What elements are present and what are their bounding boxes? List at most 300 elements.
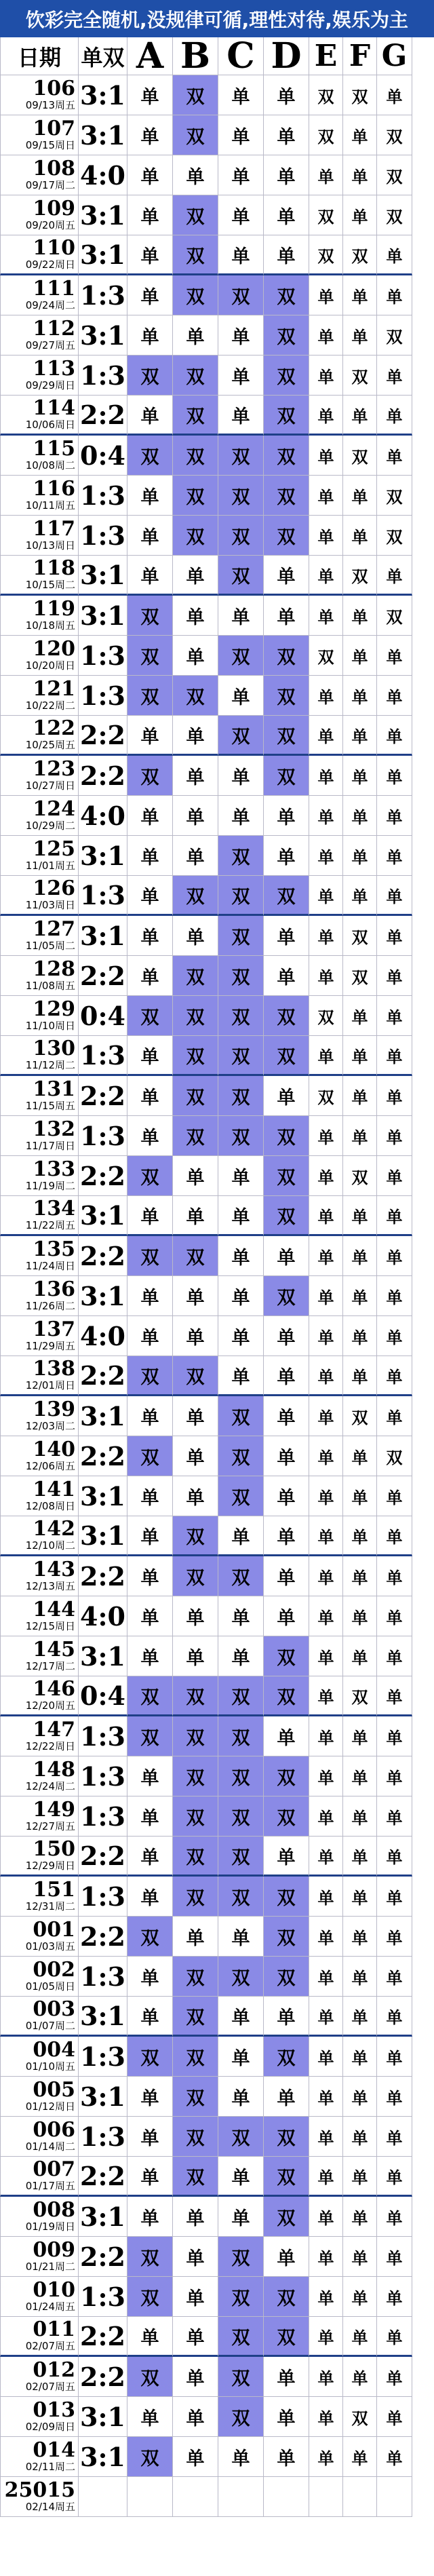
table-row <box>0 2077 434 2117</box>
pick-cell-g <box>377 916 412 956</box>
pick-value: 双 <box>186 206 205 228</box>
period-cell <box>0 355 79 396</box>
table-row <box>0 1076 434 1116</box>
pick-cell-b <box>173 556 218 596</box>
table-row <box>0 235 434 275</box>
pick-value: 双 <box>231 886 250 908</box>
pick-cell-f <box>343 75 377 115</box>
pick-value: 双 <box>277 1647 296 1669</box>
pick-cell-f <box>343 275 377 315</box>
pick-value: 双 <box>277 1807 296 1829</box>
pick-value: 单 <box>386 1968 403 1988</box>
pick-cell-a <box>127 1877 173 1917</box>
period-number: 140 <box>33 1438 75 1461</box>
pick-cell-e <box>309 2197 343 2237</box>
pick-value: 单 <box>140 1206 159 1228</box>
pick-value: 双 <box>231 1447 250 1469</box>
pick-cell-g <box>377 756 412 796</box>
period-date: 10/25周五 <box>25 739 75 751</box>
period-date: 12/13周五 <box>25 1580 75 1592</box>
pick-cell-g <box>377 1877 412 1917</box>
page-banner: 饮彩完全随机,没规律可循,理性对待,娱乐为主 <box>0 0 434 37</box>
pick-value: 双 <box>277 366 296 388</box>
odd-even-ratio: 1:3 <box>79 1716 127 1756</box>
period-date: 10/20周日 <box>25 659 75 672</box>
pick-value: 单 <box>277 1447 296 1469</box>
pick-value: 双 <box>231 726 250 748</box>
pick-value: 单 <box>351 207 368 227</box>
pick-cell-a <box>127 2117 173 2157</box>
pick-value: 单 <box>231 1647 250 1669</box>
odd-even-ratio: 1:3 <box>79 1756 127 1796</box>
pick-value: 单 <box>186 1167 205 1189</box>
pick-value: 单 <box>277 847 296 868</box>
pick-cell-e <box>309 1716 343 1756</box>
pick-cell-f <box>343 956 377 996</box>
period-date: 02/14周五 <box>25 2501 75 2513</box>
pick-value: 单 <box>351 1768 368 1788</box>
period-cell <box>0 1236 79 1276</box>
pick-cell-d <box>264 1476 309 1516</box>
pick-cell-e <box>309 1076 343 1116</box>
pick-cell-c <box>218 2437 264 2477</box>
pick-cell-f <box>343 476 377 516</box>
table-header <box>0 37 434 75</box>
pick-cell-b <box>173 876 218 916</box>
period-number: 124 <box>33 797 75 821</box>
pick-cell-a <box>127 636 173 676</box>
pick-value: 单 <box>140 847 159 868</box>
period-cell <box>0 436 79 476</box>
pick-value: 单 <box>231 2048 250 2069</box>
pick-cell-a <box>127 75 173 115</box>
pick-cell-g <box>377 1356 412 1396</box>
period-cell <box>0 836 79 876</box>
pick-cell-g <box>377 1396 412 1436</box>
pick-value: 单 <box>386 967 403 987</box>
period-cell <box>0 1356 79 1396</box>
period-date: 02/07周五 <box>25 2381 75 2393</box>
pick-cell-c <box>218 1076 264 1116</box>
pick-value: 双 <box>277 1287 296 1309</box>
period-date: 12/08周日 <box>25 1500 75 1512</box>
pick-value: 双 <box>277 2208 296 2229</box>
pick-value: 单 <box>140 526 159 548</box>
pick-cell-b <box>173 2317 218 2357</box>
pick-value: 双 <box>277 2048 296 2069</box>
table-row <box>0 396 434 436</box>
pick-cell-d <box>264 636 309 676</box>
pick-cell-d <box>264 996 309 1036</box>
pick-value: 单 <box>386 1687 403 1707</box>
pick-value: 双 <box>277 687 296 708</box>
pick-cell-c <box>218 956 264 996</box>
pick-cell-d <box>264 1877 309 1917</box>
pick-value: 单 <box>317 1128 334 1147</box>
period-date: 10/06周日 <box>25 419 75 431</box>
table-row <box>0 115 434 155</box>
pick-cell-f <box>343 195 377 235</box>
pick-value: 单 <box>186 166 205 188</box>
pick-cell-a <box>127 195 173 235</box>
period-number: 145 <box>33 1638 75 1661</box>
pick-cell-b <box>173 235 218 275</box>
pick-cell-f <box>343 1036 377 1076</box>
pick-cell-c <box>218 2037 264 2077</box>
pick-cell-b <box>173 476 218 516</box>
pick-value: 单 <box>317 1847 334 1867</box>
pick-cell-g <box>377 2157 412 2197</box>
period-cell <box>0 1276 79 1316</box>
table-row <box>0 1676 434 1716</box>
period-number: 135 <box>33 1237 75 1261</box>
pick-value: 双 <box>186 1967 205 1989</box>
pick-cell-g <box>377 636 412 676</box>
period-number: 144 <box>33 1598 75 1621</box>
pick-cell-c <box>218 1516 264 1556</box>
period-date: 01/19周日 <box>25 2221 75 2233</box>
pick-cell-d <box>264 2317 309 2357</box>
period-number: 116 <box>33 477 75 501</box>
pick-cell-b <box>173 1796 218 1837</box>
pick-value: 单 <box>386 2128 403 2148</box>
pick-cell-c <box>218 235 264 275</box>
pick-cell-a <box>127 2317 173 2357</box>
pick-cell-c <box>218 1716 264 1756</box>
pick-value: 单 <box>140 1327 159 1349</box>
period-date: 09/15周日 <box>25 139 75 151</box>
pick-cell-e <box>309 2477 343 2517</box>
pick-cell-a <box>127 1236 173 1276</box>
pick-cell-c <box>218 716 264 756</box>
pick-value: 单 <box>140 927 159 948</box>
header-date: 日期 <box>0 37 79 75</box>
pick-cell-g <box>377 235 412 275</box>
period-number: 151 <box>33 1878 75 1902</box>
pick-value: 双 <box>140 647 159 668</box>
period-number: 138 <box>33 1357 75 1381</box>
period-date: 01/10周五 <box>25 2060 75 2073</box>
pick-cell-f <box>343 1356 377 1396</box>
table-row <box>0 1476 434 1516</box>
pick-value: 单 <box>277 1567 296 1589</box>
pick-cell-b <box>173 676 218 716</box>
period-cell <box>0 1716 79 1756</box>
pick-cell-g <box>377 2037 412 2077</box>
pick-cell-b <box>173 1756 218 1796</box>
pick-value: 单 <box>386 406 403 426</box>
period-cell <box>0 1957 79 1997</box>
pick-value: 双 <box>186 1807 205 1829</box>
pick-value: 单 <box>317 2128 334 2148</box>
pick-cell-d <box>264 315 309 355</box>
odd-even-ratio: 1:3 <box>79 636 127 676</box>
pick-value: 单 <box>386 2408 403 2428</box>
pick-value: 单 <box>317 1968 334 1988</box>
pick-value: 单 <box>317 2048 334 2068</box>
pick-value: 单 <box>351 2088 368 2108</box>
pick-value: 单 <box>317 2448 334 2468</box>
pick-value: 单 <box>140 2327 159 2349</box>
table-row <box>0 556 434 596</box>
pick-value: 单 <box>186 1327 205 1349</box>
period-cell <box>0 1596 79 1636</box>
pick-value: 单 <box>386 847 403 867</box>
table-row <box>0 1356 434 1396</box>
pick-value: 单 <box>386 1488 403 1507</box>
pick-cell-b <box>173 315 218 355</box>
pick-cell-g <box>377 436 412 476</box>
pick-cell-f <box>343 716 377 756</box>
pick-value: 单 <box>186 2248 205 2269</box>
pick-cell-e <box>309 275 343 315</box>
period-date: 02/07周五 <box>25 2340 75 2352</box>
pick-value: 单 <box>140 1807 159 1829</box>
pick-cell-d <box>264 2357 309 2397</box>
odd-even-ratio: 2:2 <box>79 1356 127 1396</box>
pick-value: 单 <box>231 1206 250 1228</box>
pick-value: 双 <box>186 967 205 988</box>
pick-value: 双 <box>231 1127 250 1149</box>
pick-cell-e <box>309 2317 343 2357</box>
pick-value: 单 <box>351 1128 368 1147</box>
period-date: 10/27周日 <box>25 780 75 792</box>
odd-even-ratio: 1:3 <box>79 1796 127 1837</box>
pick-cell-c <box>218 796 264 836</box>
pick-cell-b <box>173 1917 218 1957</box>
pick-cell-d <box>264 756 309 796</box>
pick-cell-e <box>309 396 343 436</box>
pick-value: 单 <box>140 1767 159 1789</box>
pick-value: 单 <box>386 1328 403 1347</box>
period-cell <box>0 996 79 1036</box>
odd-even-ratio: 4:0 <box>79 796 127 836</box>
period-date: 10/11周五 <box>25 499 75 512</box>
pick-cell-c <box>218 315 264 355</box>
odd-even-ratio: 3:1 <box>79 1516 127 1556</box>
pick-value: 单 <box>317 847 334 867</box>
pick-cell-g <box>377 1796 412 1837</box>
pick-cell-b <box>173 956 218 996</box>
pick-value: 单 <box>277 807 296 828</box>
pick-cell-d <box>264 1076 309 1116</box>
period-cell <box>0 1436 79 1476</box>
pick-cell-c <box>218 2397 264 2437</box>
pick-cell-a <box>127 996 173 1036</box>
pick-value: 单 <box>351 1047 368 1066</box>
pick-value: 双 <box>231 1727 250 1749</box>
pick-cell-f <box>343 836 377 876</box>
pick-cell-g <box>377 676 412 716</box>
pick-cell-g <box>377 836 412 876</box>
pick-value: 双 <box>351 1687 368 1707</box>
period-date: 10/22周二 <box>25 699 75 712</box>
pick-cell-g <box>377 2237 412 2277</box>
period-date: 10/15周二 <box>25 579 75 591</box>
pick-value: 单 <box>317 1527 334 1547</box>
pick-cell-e <box>309 996 343 1036</box>
pick-value: 单 <box>277 2248 296 2269</box>
pick-value: 单 <box>386 1888 403 1908</box>
pick-value: 单 <box>277 206 296 228</box>
table-row <box>0 1957 434 1997</box>
period-date: 12/03周二 <box>25 1420 75 1432</box>
pick-value: 单 <box>351 406 368 426</box>
odd-even-ratio: 2:2 <box>79 1917 127 1957</box>
pick-value: 双 <box>140 1727 159 1749</box>
period-number: 117 <box>33 517 75 541</box>
period-cell <box>0 956 79 996</box>
pick-cell-b <box>173 1236 218 1276</box>
pick-value: 单 <box>186 2208 205 2229</box>
pick-cell-e <box>309 876 343 916</box>
table-row <box>0 836 434 876</box>
period-number: 012 <box>33 2358 75 2382</box>
odd-even-ratio: 3:1 <box>79 1997 127 2037</box>
table-row <box>0 2277 434 2317</box>
pick-cell-f <box>343 1396 377 1436</box>
period-number: 111 <box>33 277 75 301</box>
period-cell <box>0 1156 79 1196</box>
pick-cell-f <box>343 1596 377 1636</box>
pick-value: 单 <box>317 727 334 746</box>
pick-cell-e <box>309 1316 343 1356</box>
pick-value: 双 <box>231 2408 250 2429</box>
pick-cell-b <box>173 1396 218 1436</box>
pick-cell-f <box>343 1877 377 1917</box>
pick-value: 双 <box>231 2128 250 2149</box>
pick-cell-f <box>343 1436 377 1476</box>
pick-cell-g <box>377 2117 412 2157</box>
pick-value: 单 <box>317 527 334 547</box>
pick-cell-e <box>309 355 343 396</box>
pick-value: 双 <box>386 327 403 347</box>
period-date: 11/29周五 <box>25 1340 75 1352</box>
period-cell <box>0 636 79 676</box>
odd-even-ratio: 4:0 <box>79 1316 127 1356</box>
pick-cell-f <box>343 2397 377 2437</box>
pick-cell-e <box>309 1917 343 1957</box>
pick-value: 单 <box>351 727 368 746</box>
pick-cell-d <box>264 1756 309 1796</box>
pick-cell-c <box>218 2197 264 2237</box>
pick-cell-a <box>127 1596 173 1636</box>
pick-cell-e <box>309 1036 343 1076</box>
pick-cell-f <box>343 596 377 636</box>
pick-value: 双 <box>140 1687 159 1708</box>
pick-value: 单 <box>386 687 403 707</box>
period-cell <box>0 756 79 796</box>
pick-value: 单 <box>140 726 159 748</box>
period-date: 12/22周日 <box>25 1740 75 1752</box>
pick-cell-b <box>173 2037 218 2077</box>
pick-value: 单 <box>277 2368 296 2389</box>
pick-value: 单 <box>386 1608 403 1628</box>
pick-value: 单 <box>140 886 159 908</box>
period-date: 12/10周二 <box>25 1539 75 1552</box>
pick-cell-a <box>127 155 173 195</box>
period-date: 01/12周日 <box>25 2100 75 2113</box>
pick-value: 单 <box>140 86 159 108</box>
pick-value: 双 <box>186 406 205 427</box>
pick-value: 双 <box>140 366 159 388</box>
pick-cell-g <box>377 596 412 636</box>
pick-cell-b <box>173 1957 218 1997</box>
pick-value: 双 <box>277 2327 296 2349</box>
pick-value: 单 <box>317 1608 334 1628</box>
pick-value: 单 <box>386 1808 403 1828</box>
period-number: 133 <box>33 1157 75 1181</box>
table-row <box>0 1756 434 1796</box>
pick-value: 单 <box>386 566 403 586</box>
pick-value: 双 <box>231 1567 250 1589</box>
pick-cell-d <box>264 1596 309 1636</box>
pick-cell-c <box>218 1156 264 1196</box>
pick-value: 单 <box>317 687 334 707</box>
pick-cell-b <box>173 75 218 115</box>
pick-cell-e <box>309 476 343 516</box>
pick-cell-b <box>173 2437 218 2477</box>
pick-value: 双 <box>231 847 250 868</box>
pick-value: 单 <box>317 1808 334 1828</box>
pick-cell-d <box>264 2277 309 2317</box>
pick-cell-f <box>343 115 377 155</box>
pick-cell-b <box>173 155 218 195</box>
period-number: 003 <box>33 1997 75 2021</box>
pick-value: 单 <box>351 1648 368 1668</box>
pick-cell-e <box>309 1276 343 1316</box>
period-date: 11/22周五 <box>25 1219 75 1231</box>
pick-value: 单 <box>231 687 250 708</box>
table-row <box>0 1596 434 1636</box>
pick-cell-d <box>264 1516 309 1556</box>
pick-value: 双 <box>277 526 296 548</box>
odd-even-ratio: 3:1 <box>79 1476 127 1516</box>
pick-value: 双 <box>277 486 296 508</box>
period-cell <box>0 716 79 756</box>
period-number: 122 <box>33 716 75 740</box>
pick-value: 单 <box>317 2088 334 2108</box>
odd-even-ratio: 3:1 <box>79 2437 127 2477</box>
pick-cell-c <box>218 836 264 876</box>
pick-value: 单 <box>140 1087 159 1109</box>
odd-even-ratio: 2:2 <box>79 756 127 796</box>
table-row <box>0 2197 434 2237</box>
period-cell <box>0 2037 79 2077</box>
pick-cell-c <box>218 1476 264 1516</box>
pick-cell-d <box>264 355 309 396</box>
pick-value: 单 <box>386 1207 403 1227</box>
pick-cell-e <box>309 2037 343 2077</box>
pick-value: 单 <box>140 166 159 188</box>
pick-value: 单 <box>351 1207 368 1227</box>
header-col-d: D <box>264 37 309 75</box>
period-cell <box>0 1196 79 1236</box>
period-number: 006 <box>33 2118 75 2142</box>
pick-cell-d <box>264 1116 309 1156</box>
pick-value: 单 <box>386 1128 403 1147</box>
pick-cell-b <box>173 2477 218 2517</box>
pick-cell-a <box>127 2197 173 2237</box>
pick-cell-a <box>127 2477 173 2517</box>
pick-cell-a <box>127 1756 173 1796</box>
pick-value: 双 <box>186 1087 205 1109</box>
pick-cell-a <box>127 2237 173 2277</box>
pick-value: 双 <box>386 207 403 227</box>
pick-cell-c <box>218 996 264 1036</box>
pick-value: 单 <box>231 807 250 828</box>
pick-cell-d <box>264 1036 309 1076</box>
